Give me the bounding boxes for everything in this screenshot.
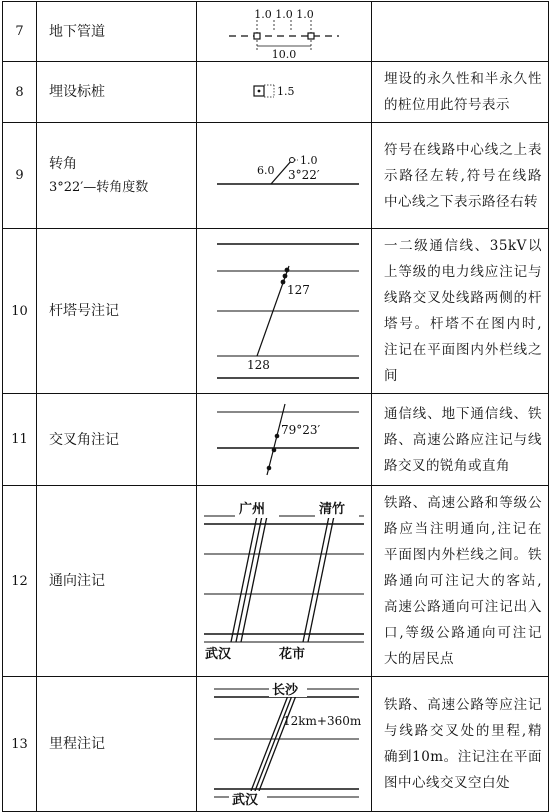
symbol-figure — [197, 229, 372, 394]
symbol-note — [372, 2, 549, 62]
symbol-note: 符号在线路中心线之上表示路径左转,符号在线路中心线之下表示路径右转 — [372, 123, 549, 229]
symbol-name: 埋设标桩 — [37, 62, 197, 123]
symbol-name: 杆塔号注记 — [37, 229, 197, 394]
row-number: 12 — [3, 486, 37, 677]
name-main: 转角 — [49, 155, 77, 172]
direction-top-left: 广州 — [239, 502, 266, 517]
tower-number-bottom: 128 — [247, 358, 270, 372]
mileage-value: 12km+360m — [283, 714, 362, 728]
row-number: 11 — [3, 394, 37, 486]
direction-note-symbol — [199, 496, 369, 666]
marker-size-label: 1.5 — [277, 85, 295, 98]
symbol-note: 铁路、高速公路等应注记与线路交叉处的里程,精确到10m。注记注在平面图中心线交叉空白处 — [372, 677, 549, 812]
tower-number-top: 127 — [287, 283, 310, 297]
table-row — [3, 677, 549, 812]
dim-bottom-label: 10.0 — [271, 47, 297, 60]
direction-bottom-right: 花市 — [279, 647, 306, 662]
mileage-note-symbol — [199, 679, 369, 809]
dim-top-label: 1.0 1.0 1.0 — [254, 7, 314, 21]
symbol-note: 铁路、高速公路和等级公路应当注明通向,注记在平面图内外栏线之间。铁路通向可注记大的客站,高速公路通向可注记出入口,等级公路通向可注记大的居民点 — [372, 486, 549, 677]
row-number: 13 — [3, 677, 37, 812]
name-sub: 3°22′—转角度数 — [49, 179, 149, 195]
survey-marker-symbol — [199, 72, 369, 112]
mileage-top: 长沙 — [272, 683, 299, 698]
table-row — [3, 394, 549, 486]
turning-angle-symbol — [199, 146, 369, 206]
row-number: 10 — [3, 229, 37, 394]
length-label: 6.0 — [257, 163, 275, 177]
underground-pipe-symbol — [199, 4, 369, 60]
symbol-note: 通信线、地下通信线、铁路、高速公路应注记与线路交叉的锐角或直角 — [372, 394, 549, 486]
angle-label: 3°22′ — [288, 167, 320, 182]
crossing-angle-symbol — [199, 400, 369, 480]
symbol-figure — [197, 62, 372, 123]
table-row — [3, 229, 549, 394]
symbol-figure — [197, 394, 372, 486]
symbol-figure — [197, 2, 372, 62]
row-number: 8 — [3, 62, 37, 123]
symbol-name: 地下管道 — [37, 2, 197, 62]
radius-label: 1.0 — [300, 153, 318, 167]
symbol-name: 通向注记 — [37, 486, 197, 677]
table-row — [3, 2, 549, 62]
symbol-name — [37, 123, 197, 229]
symbol-note: 一二级通信线、35kV以上等级的电力线应注记与线路交叉处线路两侧的杆塔号。杆塔不在图内时,注记在平面图内外栏线之间 — [372, 229, 549, 394]
tower-number-symbol — [199, 236, 369, 386]
symbol-figure — [197, 123, 372, 229]
symbol-table — [2, 1, 549, 812]
symbol-figure — [197, 486, 372, 677]
direction-top-right: 清竹 — [319, 502, 346, 517]
row-number: 9 — [3, 123, 37, 229]
direction-bottom-left: 武汉 — [205, 647, 232, 662]
row-number: 7 — [3, 2, 37, 62]
table-row — [3, 62, 549, 123]
table-row — [3, 486, 549, 677]
symbol-name: 里程注记 — [37, 677, 197, 812]
crossing-angle-label: 79°23′ — [281, 422, 321, 437]
symbol-figure — [197, 677, 372, 812]
symbol-note: 埋设的永久性和半永久性的桩位用此符号表示 — [372, 62, 549, 123]
mileage-bottom: 武汉 — [232, 793, 259, 808]
symbol-name: 交叉角注记 — [37, 394, 197, 486]
table-row — [3, 123, 549, 229]
